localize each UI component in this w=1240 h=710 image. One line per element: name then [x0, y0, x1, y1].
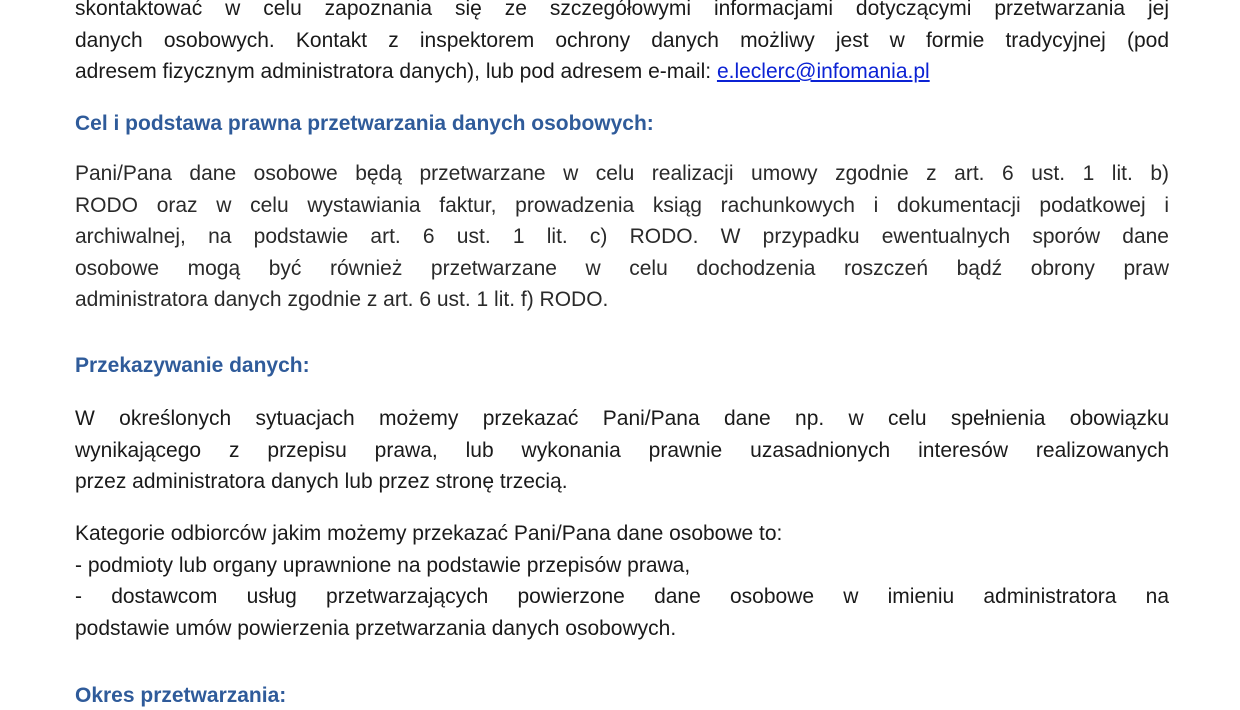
purpose-line-2: RODO oraz w celu wystawiania faktur, prowadzenia ksiąg rachunkowych i dokumentacji podatkowej i [75, 193, 1169, 217]
transfer-p1-line-2: wynikającego z przepisu prawa, lub wykonania prawnie uzasadnionych interesów realizowanych [75, 438, 1169, 462]
transfer-p1-line-3: przez administratora danych lub przez stronę trzecią. [75, 470, 568, 493]
contact-paragraph [75, 0, 1169, 88]
purpose-line-5: administratora danych zgodnie z art. 6 ust. 1 lit. f) RODO. [75, 288, 609, 311]
contact-line-2: danych osobowych. Kontakt z inspektorem ochrony danych możliwy jest w formie tradycyjnej (pod [75, 28, 1169, 52]
transfer-p2-line-3: - dostawcom usług przetwarzających powierzone dane osobowe w imieniu administratora na [75, 585, 1169, 608]
purpose-line-4: osobowe mogą być również przetwarzane w celu dochodzenia roszczeń bądź obrony praw [75, 256, 1169, 280]
transfer-heading: Przekazywanie danych: [75, 354, 310, 377]
contact-line-3-text: adresem fizycznym administratora danych), lub pod adresem e-mail: [75, 60, 717, 83]
contact-line-1: skontaktować w celu zapoznania się ze szczegółowymi informacjami dotyczącymi przetwarzania jej [75, 0, 1169, 20]
purpose-line-1: Pani/Pana dane osobowe będą przetwarzane w celu realizacji umowy zgodnie z art. 6 ust. 1 lit. b) [75, 162, 1169, 185]
transfer-p2-line-1: Kategorie odbiorców jakim możemy przekazać Pani/Pana dane osobowe to: [75, 522, 783, 545]
purpose-line-3: archiwalnej, na podstawie art. 6 ust. 1 lit. c) RODO. W przypadku ewentualnych sporów dane [75, 225, 1169, 248]
purpose-paragraph [75, 158, 1169, 316]
transfer-p1-line-1: W określonych sytuacjach możemy przekazać Pani/Pana dane np. w celu spełnienia obowiązku [75, 407, 1169, 430]
period-heading: Okres przetwarzania: [75, 684, 287, 707]
transfer-p2-line-2: - podmioty lub organy uprawnione na podstawie przepisów prawa, [75, 553, 691, 577]
contact-line-3 [75, 56, 1169, 88]
purpose-heading: Cel i podstawa prawna przetwarzania danych osobowych: [75, 112, 654, 135]
transfer-paragraph-1 [75, 403, 1169, 498]
email-link[interactable]: e.leclerc@infomania.pl [716, 60, 930, 83]
transfer-paragraph-2 [75, 518, 1169, 644]
transfer-p2-line-4: podstawie umów powierzenia przetwarzania danych osobowych. [75, 616, 677, 640]
